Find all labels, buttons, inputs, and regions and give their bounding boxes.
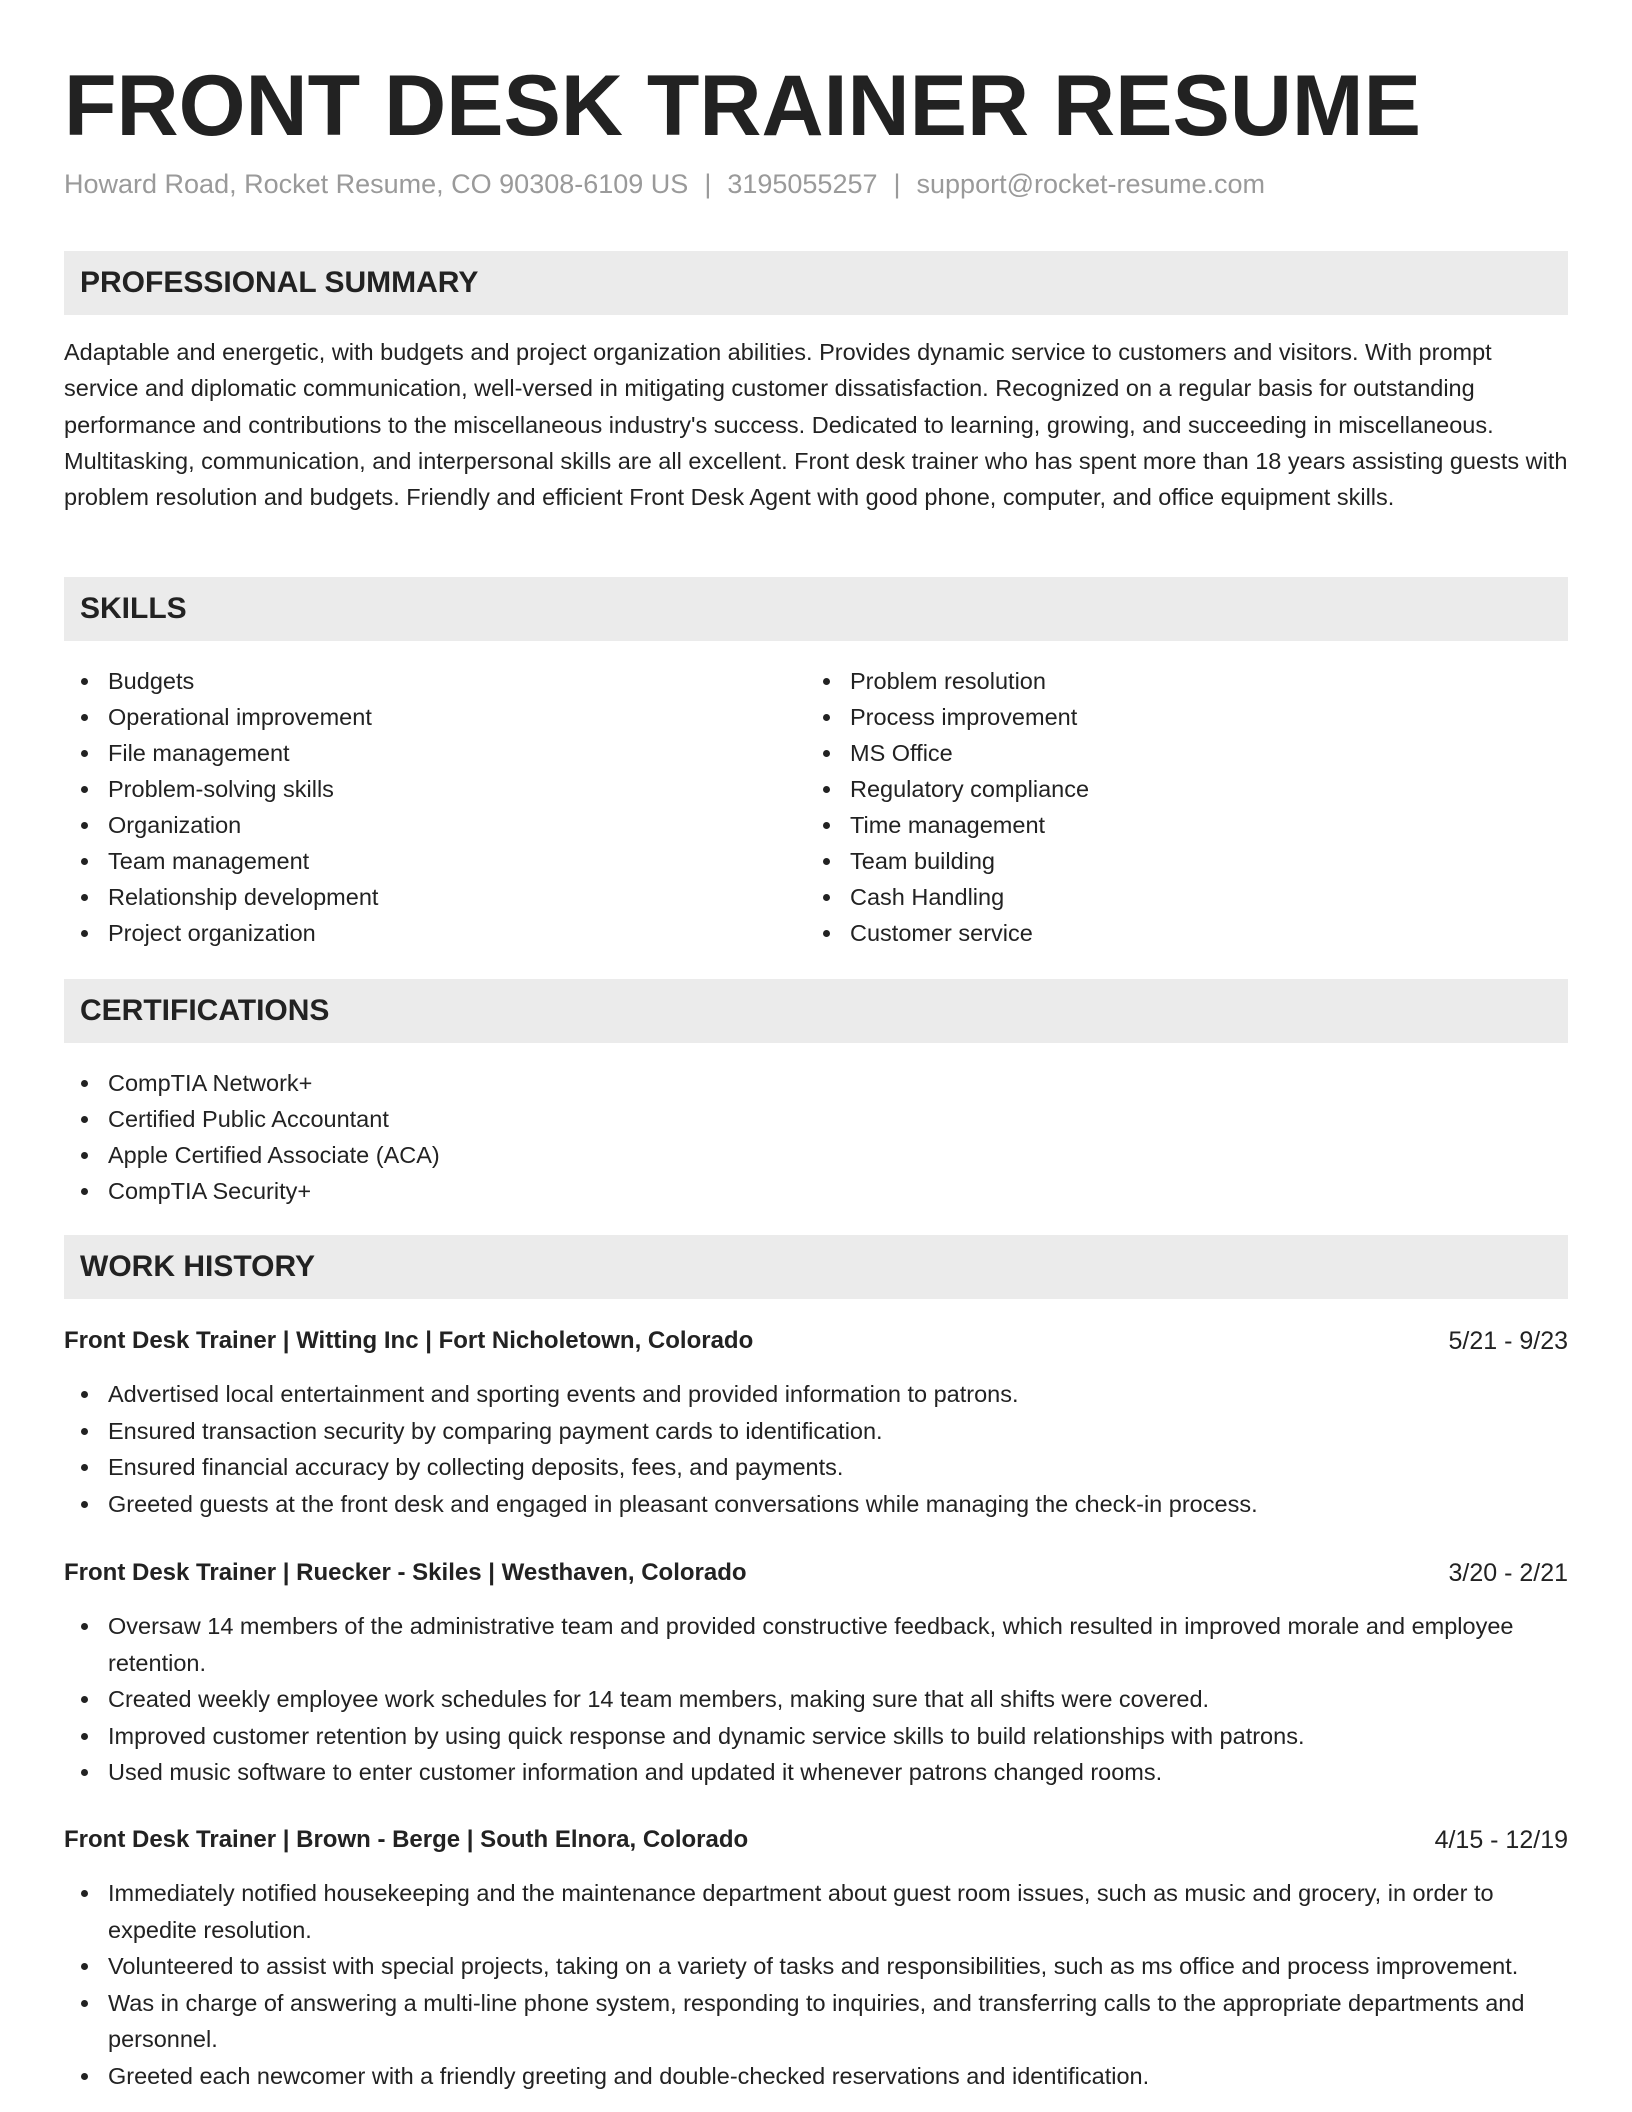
skill-item: Regulatory compliance [806,771,1546,807]
skill-item: Customer service [806,915,1546,951]
job-bullets [64,1376,1568,1522]
skill-item: Process improvement [806,699,1546,735]
certifications-section-header [64,979,1568,1043]
skill-item: Operational improvement [64,699,804,735]
job-bullet: Used music software to enter customer information and updated it whenever patrons changed rooms. [64,1754,1568,1791]
job-dates: 3/20 - 2/21 [1448,1559,1568,1587]
skill-item: Organization [64,807,804,843]
skill-item: Cash Handling [806,879,1546,915]
summary-text: Adaptable and energetic, with budgets and project organization abilities. Provides dynamic service to customers and visitors. With prompt service and diplomatic communication, well-versed in mitigating customer dissatisfaction. Recognized on a regular basis for outstanding performance and contributions to the miscellaneous industry's success. Dedicated to learning, growing, and succeeding in miscellaneous. Multitasking, communication, and interpersonal skills are all excellent. Front desk trainer who has spent more than 18 years assisting guests with problem resolution and budgets. Friendly and efficient Front Desk Agent with good phone, computer, and office equipment skills. [64,339,1568,511]
job-title: Front Desk Trainer | Ruecker - Skiles | Westhaven, Colorado [64,1559,747,1586]
contact-separator: | [704,169,712,199]
job-bullet: Was in charge of answering a multi-line phone system, responding to inquiries, and transferring calls to the appropriate departments and personnel. [64,1985,1568,2058]
summary-section-header [64,251,1568,315]
skill-item: Project organization [64,915,804,951]
work-history-heading: WORK HISTORY [80,1250,316,1283]
job-bullet: Oversaw 14 members of the administrative team and provided constructive feedback, which resulted in improved morale and employee retention. [64,1608,1568,1681]
job-bullets [64,1875,1568,2094]
job-bullet: Ensured financial accuracy by collecting deposits, fees, and payments. [64,1449,1568,1486]
skills-list-left [64,663,804,951]
job-bullet: Created weekly employee work schedules for 14 team members, making sure that all shifts were covered. [64,1681,1568,1718]
contact-email: support@rocket-resume.com [916,169,1266,199]
job-bullet: Greeted guests at the front desk and engaged in pleasant conversations while managing the check-in process. [64,1486,1568,1523]
skills-section-header [64,577,1568,641]
skill-item: Time management [806,807,1546,843]
skill-item: MS Office [806,735,1546,771]
job-bullet: Greeted each newcomer with a friendly greeting and double-checked reservations and identification. [64,2058,1568,2095]
certifications-heading: CERTIFICATIONS [80,994,330,1027]
contact-line [64,164,1265,204]
skills-heading: SKILLS [80,592,187,625]
skill-item: Team management [64,843,804,879]
resume-title: FRONT DESK TRAINER RESUME [64,58,1421,154]
certifications-list [64,1065,1568,1209]
job-bullet: Volunteered to assist with special projects, taking on a variety of tasks and responsibilities, such as ms office and process improvement. [64,1948,1568,1985]
certification-item: CompTIA Security+ [64,1173,1568,1209]
job-bullets [64,1608,1568,1791]
job-bullet: Ensured transaction security by comparing payment cards to identification. [64,1413,1568,1450]
skill-item: File management [64,735,804,771]
job-dates: 4/15 - 12/19 [1434,1826,1568,1854]
skill-item: Budgets [64,663,804,699]
skill-item: Problem-solving skills [64,771,804,807]
contact-phone: 3195055257 [727,169,878,199]
job-bullet: Improved customer retention by using quick response and dynamic service skills to build relationships with patrons. [64,1718,1568,1755]
job-bullet: Advertised local entertainment and sporting events and provided information to patrons. [64,1376,1568,1413]
certification-item: CompTIA Network+ [64,1065,1568,1101]
work-history-section-header [64,1235,1568,1299]
summary-heading: PROFESSIONAL SUMMARY [80,266,479,299]
skill-item: Team building [806,843,1546,879]
job-title: Front Desk Trainer | Brown - Berge | South Elnora, Colorado [64,1826,749,1853]
certification-item: Certified Public Accountant [64,1101,1568,1137]
job-bullet: Immediately notified housekeeping and the maintenance department about guest room issues, such as music and grocery, in order to expedite resolution. [64,1875,1568,1948]
certification-item: Apple Certified Associate (ACA) [64,1137,1568,1173]
skills-list-right [806,663,1546,951]
job-title: Front Desk Trainer | Witting Inc | Fort Nicholetown, Colorado [64,1327,754,1354]
job-dates: 5/21 - 9/23 [1448,1327,1568,1355]
contact-address: Howard Road, Rocket Resume, CO 90308-6109 US [64,169,689,199]
skill-item: Relationship development [64,879,804,915]
contact-separator: | [893,169,901,199]
skill-item: Problem resolution [806,663,1546,699]
